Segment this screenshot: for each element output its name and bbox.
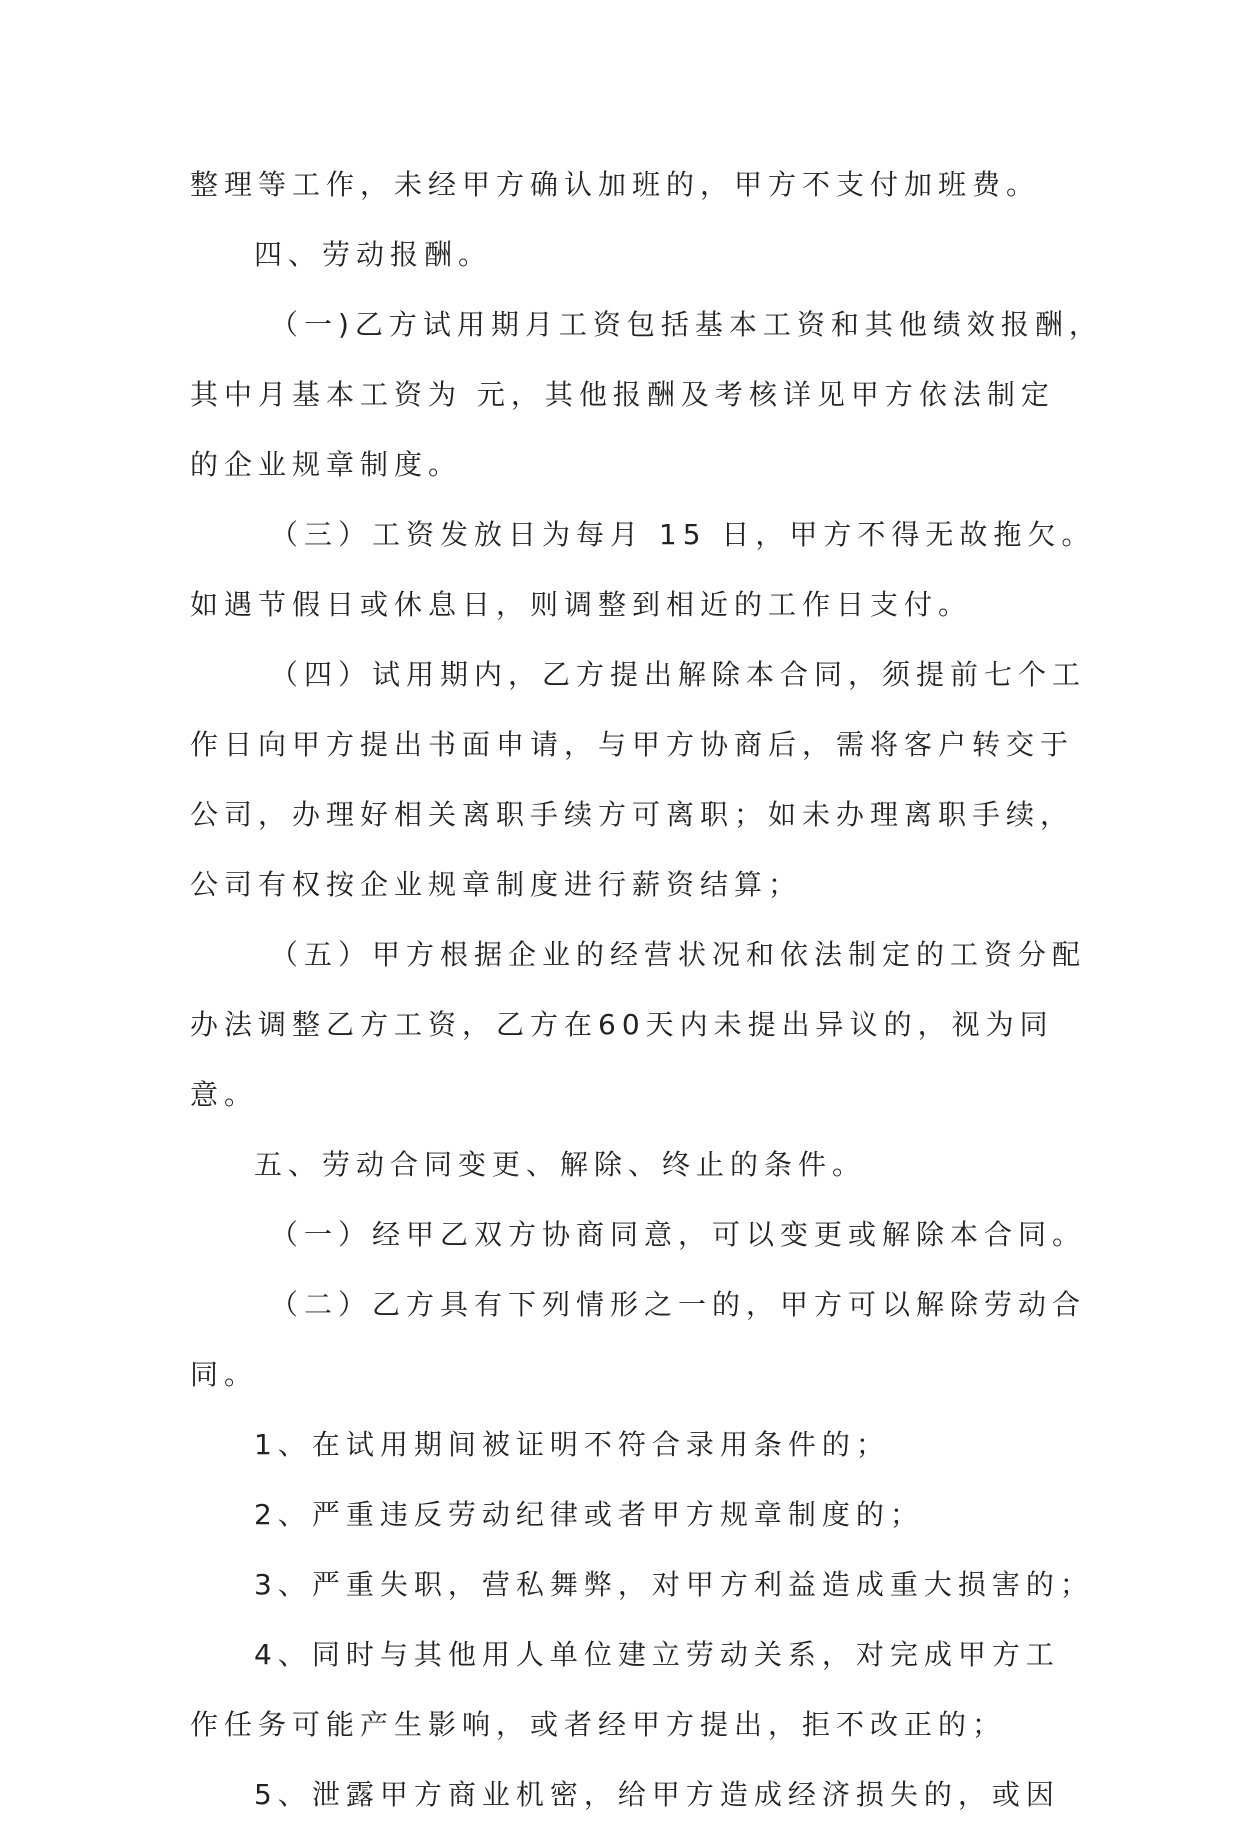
text-line: 整理等工作，未经甲方确认加班的，甲方不支付加班费。 [190, 168, 1041, 201]
document-body [190, 150, 1103, 1830]
text-line: 其中月基本工资为 元，其他报酬及考核详见甲方依法制定 [190, 378, 1055, 411]
text-line: （三）工资发放日为每月 15 日，甲方不得无故拖欠。 [270, 518, 1096, 551]
section-heading: 四、劳动报酬。 [254, 238, 493, 271]
text-line: 的企业规章制度。 [190, 448, 463, 481]
list-item: 4、同时与其他用人单位建立劳动关系，对完成甲方工 [254, 1638, 1060, 1671]
text-line: 作日向甲方提出书面申请，与甲方协商后，需将客户转交于 [190, 728, 1075, 761]
list-item: 2、严重违反劳动纪律或者甲方规章制度的； [254, 1498, 924, 1531]
section-heading: 五、劳动合同变更、解除、终止的条件。 [254, 1148, 867, 1181]
text-line: （一）经甲乙双方协商同意，可以变更或解除本合同。 [270, 1218, 1087, 1251]
text-line: 办法调整乙方工资，乙方在60天内未提出异议的，视为同 [190, 1008, 1054, 1041]
text-line: （四）试用期内，乙方提出解除本合同，须提前七个工 [270, 658, 1087, 691]
text-line: 作任务可能产生影响，或者经甲方提出，拒不改正的； [190, 1708, 1007, 1741]
text-line: （五）甲方根据企业的经营状况和依法制定的工资分配 [270, 938, 1087, 971]
text-line: （二）乙方具有下列情形之一的，甲方可以解除劳动合 [270, 1288, 1087, 1321]
text-line: 意。 [190, 1078, 259, 1111]
list-item: 5、泄露甲方商业机密，给甲方造成经济损失的，或因 [254, 1778, 1060, 1811]
text-line: 公司有权按企业规章制度进行薪资结算； [190, 868, 803, 901]
list-item: 1、在试用期间被证明不符合录用条件的； [254, 1428, 890, 1461]
text-line: 如遇节假日或休息日，则调整到相近的工作日支付。 [190, 588, 973, 621]
text-line: （一)乙方试用期月工资包括基本工资和其他绩效报酬， [270, 308, 1103, 341]
list-item: 3、严重失职，营私舞弊，对甲方利益造成重大损害的； [254, 1568, 1094, 1601]
text-line: 公司，办理好相关离职手续方可离职；如未办理离职手续， [190, 798, 1075, 831]
text-line: 同。 [190, 1358, 259, 1391]
